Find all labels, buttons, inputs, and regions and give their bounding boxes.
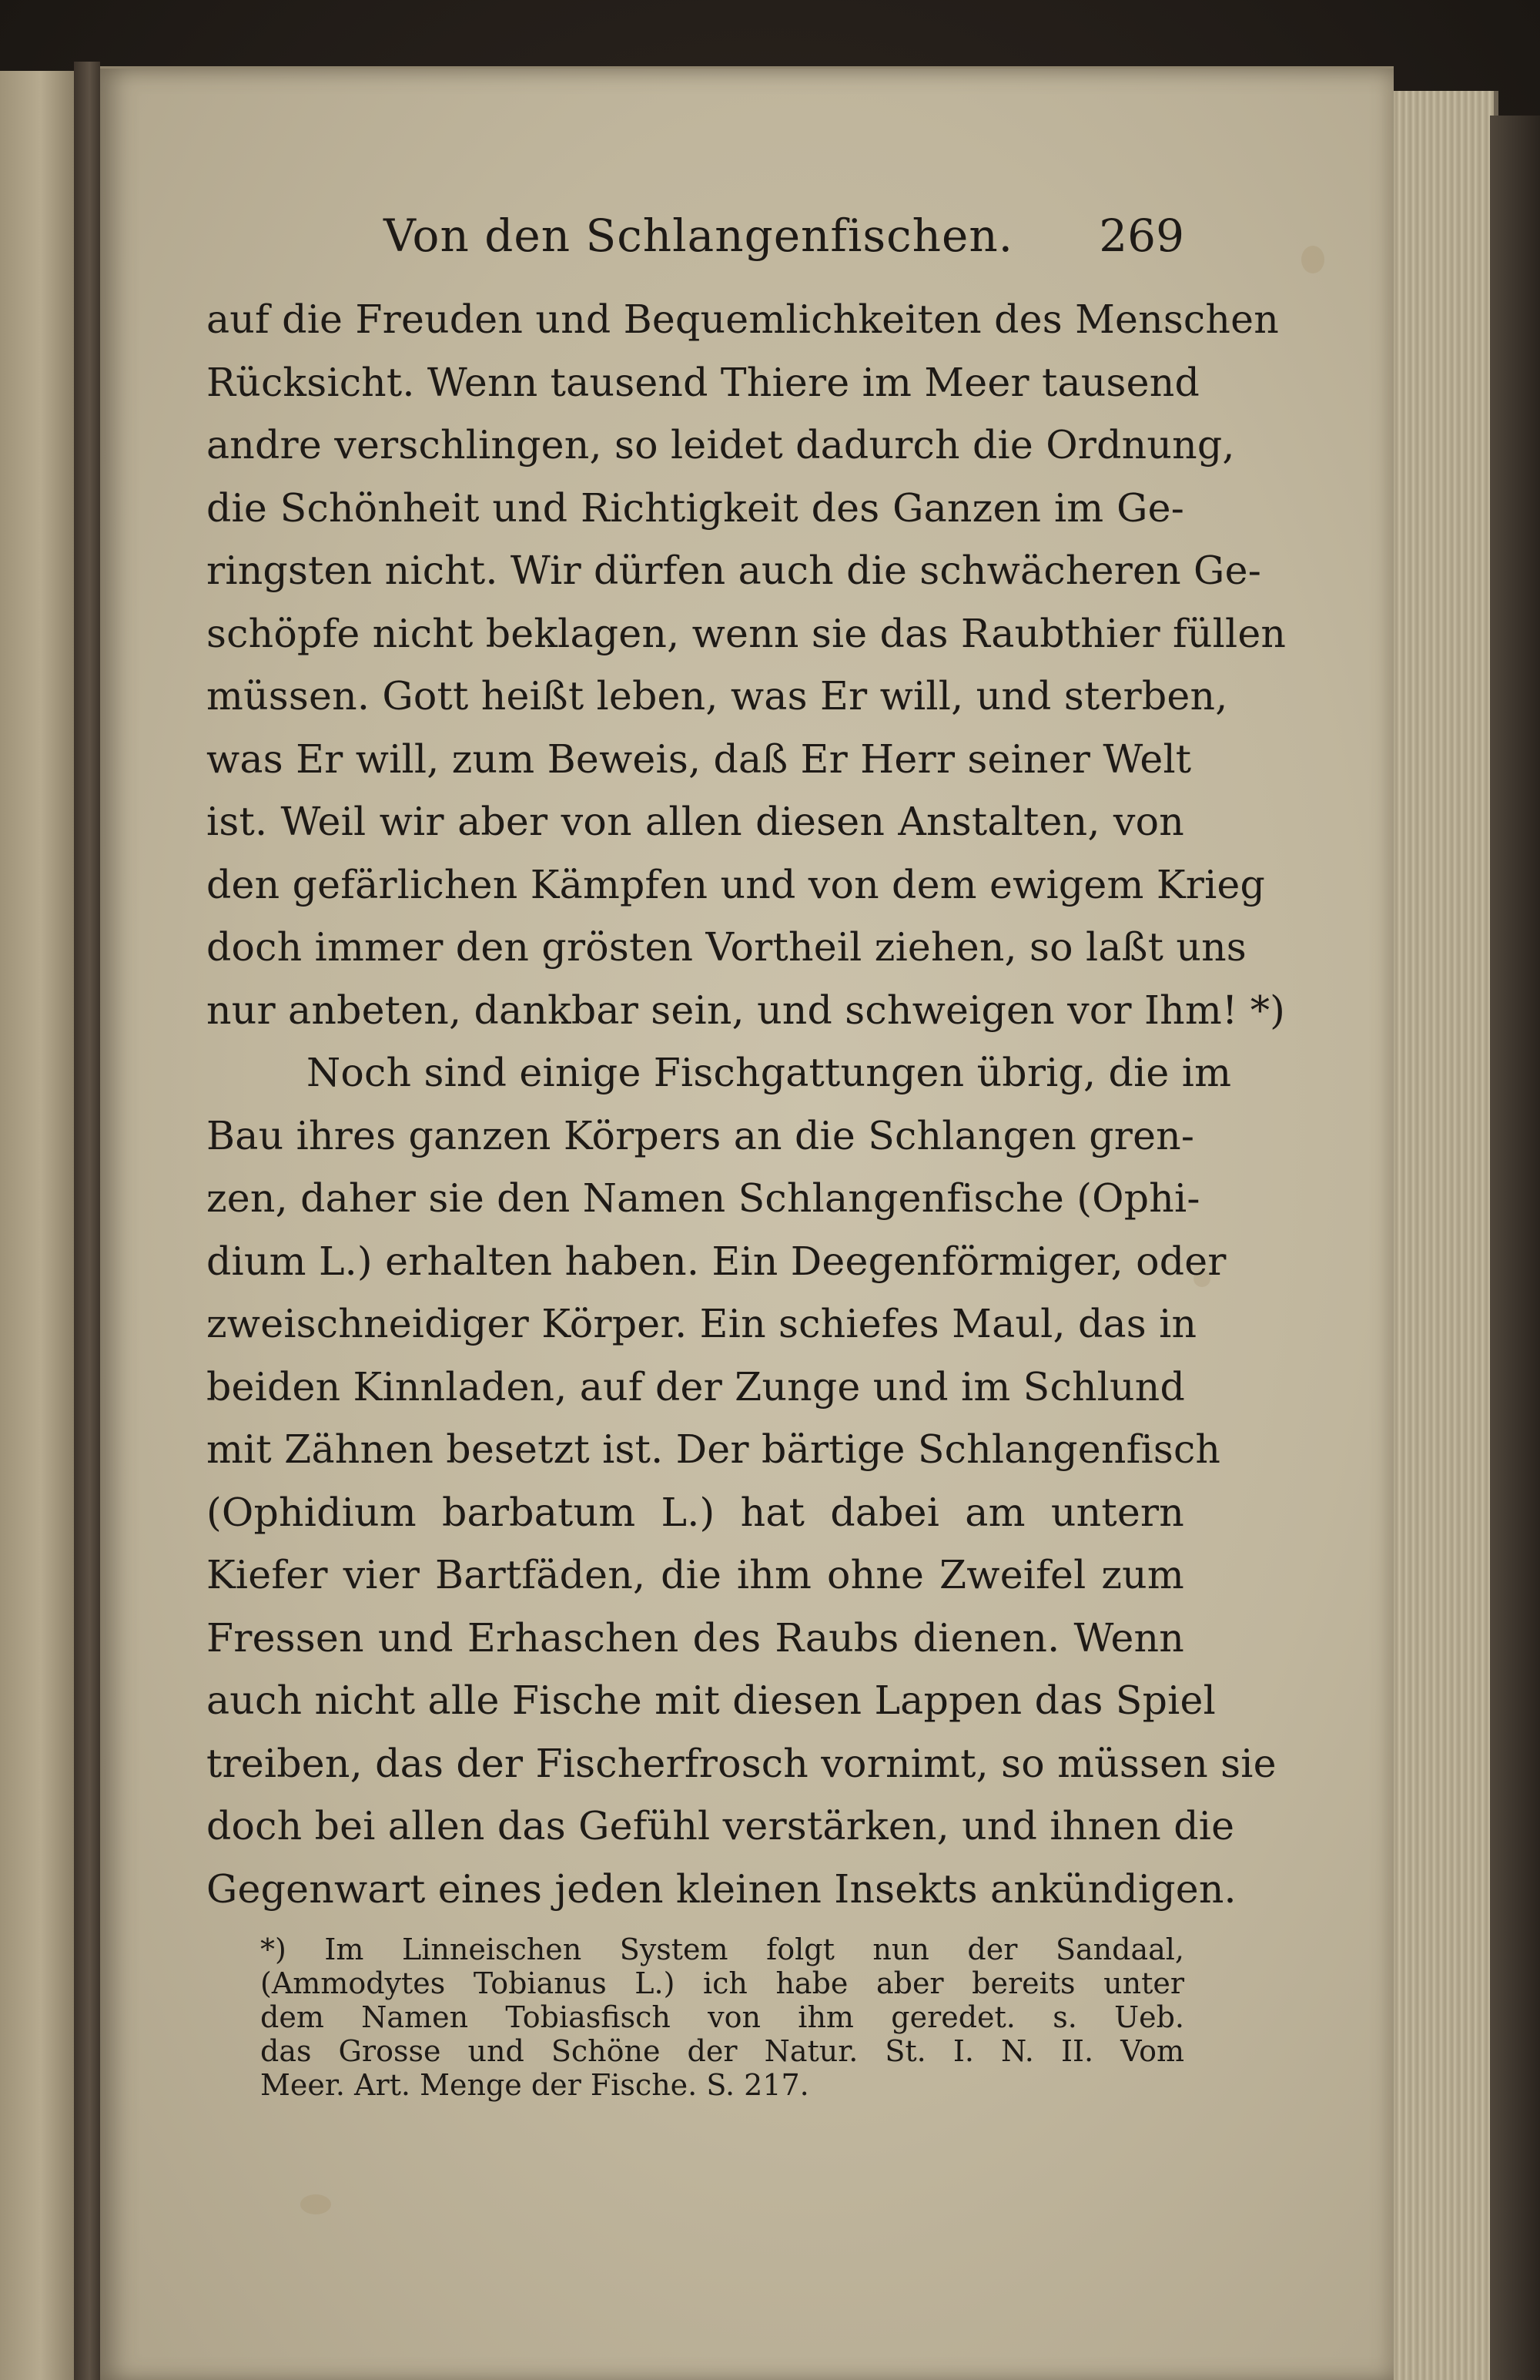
text-line: was Er will, zum Beweis, daß Er Herr seiner Welt [206, 736, 1192, 782]
running-head-title: Von den Schlangenfischen. [383, 210, 1014, 262]
page-number: 269 [1099, 210, 1184, 262]
text-line: mit Zähnen besetzt ist. Der bärtige Schlangenfisch [206, 1426, 1221, 1472]
text-line: treiben, das der Fischerfrosch vornimt, so müssen sie [206, 1740, 1277, 1786]
text-line: ist. Weil wir aber von allen diesen Anstalten, von [206, 799, 1184, 844]
body-text [206, 288, 1287, 1920]
text-line: dium L.) erhalten haben. Ein Deegenförmiger, oder [206, 1238, 1227, 1284]
text-line: ringsten nicht. Wir dürfen auch die schwächeren Ge- [206, 548, 1261, 593]
footnote-line: Meer. Art. Menge der Fische. S. 217. [260, 2068, 809, 2102]
facing-page-edge [0, 71, 77, 2380]
text-line: auch nicht alle Fische mit diesen Lappen das Spiel [206, 1678, 1216, 1723]
footnote-line: (Ammodytes Tobianus L.) ich habe aber bereits unter [260, 1966, 1184, 2000]
footnote [206, 1932, 1184, 2102]
page-edges [1378, 91, 1498, 2380]
text-line: müssen. Gott heißt leben, was Er will, und sterben, [206, 673, 1228, 719]
text-line: die Schönheit und Richtigkeit des Ganzen im Ge- [206, 484, 1184, 531]
running-head [206, 193, 1184, 277]
text-line: Rücksicht. Wenn tausend Thiere im Meer tausend [206, 359, 1200, 405]
text-line: zweischneidiger Körper. Ein schiefes Maul, das in [206, 1301, 1197, 1346]
text-line: doch immer den grösten Vortheil ziehen, so laßt uns [206, 924, 1247, 970]
foxing-spot [300, 2194, 331, 2214]
book-gutter [74, 62, 100, 2380]
page-text [206, 193, 1287, 2102]
text-line: Bau ihres ganzen Körpers an die Schlangen gren- [206, 1112, 1195, 1158]
text-line: Noch sind einige Fischgattungen übrig, die im [306, 1050, 1232, 1095]
text-line: Gegenwart eines jeden kleinen Insekts ankündigen. [206, 1865, 1237, 1912]
text-line: doch bei allen das Gefühl verstärken, und ihnen die [206, 1803, 1235, 1849]
text-line: andre verschlingen, so leidet dadurch die Ordnung, [206, 422, 1235, 468]
text-line: Fressen und Erhaschen des Raubs dienen. Wenn [206, 1614, 1184, 1661]
text-line: den gefärlichen Kämpfen und von dem ewigem Krieg [206, 861, 1266, 907]
text-line: (Ophidium barbatum L.) hat dabei am untern [206, 1489, 1184, 1535]
footnote-line: das Grosse und Schöne der Natur. St. I. N. II. Vom [260, 2034, 1184, 2068]
book-cover-edge [1490, 116, 1540, 2380]
foxing-spot [1301, 246, 1324, 273]
text-line: nur anbeten, dankbar sein, und schweigen vor Ihm! *) [206, 987, 1286, 1033]
text-line: Kiefer vier Bartfäden, die ihm ohne Zweifel zum [206, 1552, 1184, 1597]
text-line: beiden Kinnladen, auf der Zunge und im Schlund [206, 1363, 1186, 1410]
text-line: zen, daher sie den Namen Schlangenfische (Ophi- [206, 1175, 1200, 1221]
text-line: schöpfe nicht beklagen, wenn sie das Raubthier füllen [206, 610, 1287, 656]
text-line: auf die Freuden und Bequemlichkeiten des Menschen [206, 297, 1279, 342]
footnote-line: dem Namen Tobiasfisch von ihm geredet. s. Ueb. [260, 2000, 1184, 2034]
footnote-line: *) Im Linneischen System folgt nun der Sandaal, [260, 1932, 1184, 1966]
